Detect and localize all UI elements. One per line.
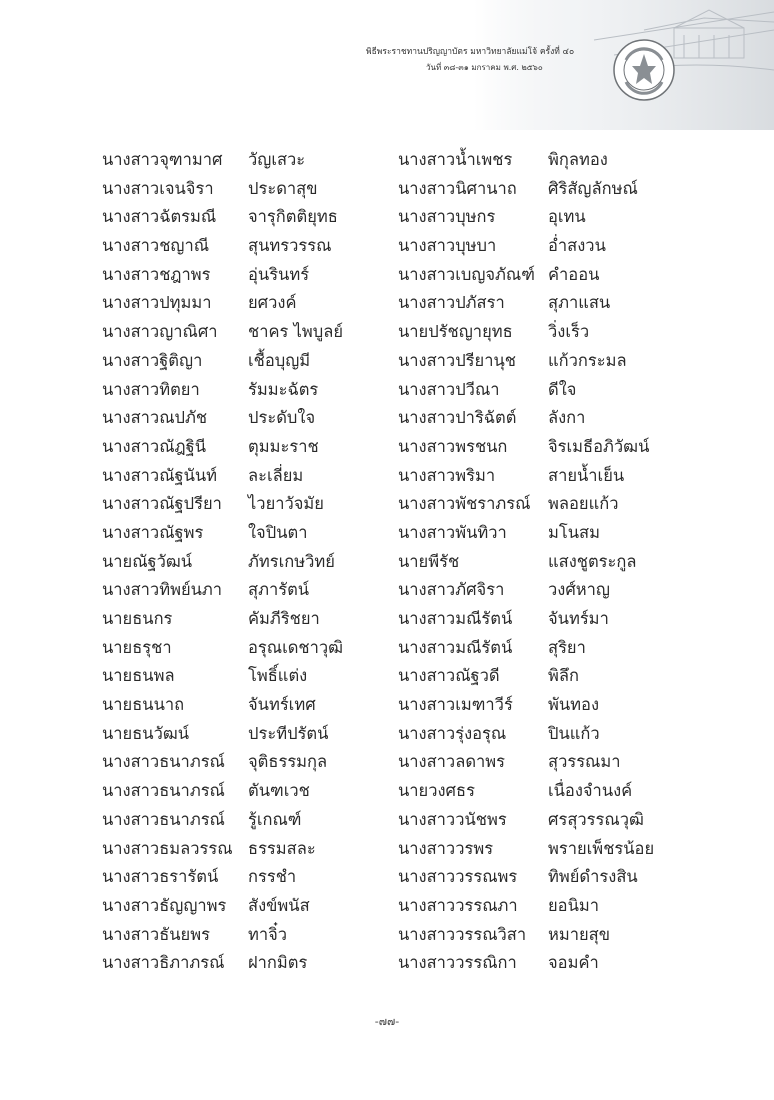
first-name-right: นางสาวภัศจิรา bbox=[398, 580, 505, 600]
last-name-right: สายน้ำเย็น bbox=[548, 465, 625, 485]
graduate-row bbox=[0, 863, 774, 892]
graduate-row bbox=[0, 146, 774, 175]
first-name-right: นางสาวพันทิวา bbox=[398, 522, 507, 542]
first-name-left: นางสาวชฎาพร bbox=[102, 264, 211, 284]
graduate-row bbox=[0, 691, 774, 720]
first-name-right: นางสาวบุษกร bbox=[398, 207, 496, 227]
graduate-row bbox=[0, 490, 774, 519]
page-number: -๗๗- bbox=[374, 1015, 400, 1028]
last-name-right: สุริยา bbox=[548, 637, 586, 657]
first-name-left: นางสาวญาณิศา bbox=[102, 322, 218, 342]
last-name-right: ศิริสัญลักษณ์ bbox=[548, 178, 638, 198]
last-name-right: จิรเมธีอภิวัฒน์ bbox=[548, 436, 650, 456]
last-name-left: รัมมะฉัตร bbox=[248, 379, 319, 399]
graduate-row bbox=[0, 203, 774, 232]
first-name-left: นายธนพล bbox=[102, 666, 175, 686]
first-name-left: นางสาวปทุมมา bbox=[102, 293, 212, 313]
ceremony-date: วันที่ ๓๘-๓๑ มกราคม พ.ศ. ๒๕๖๐ bbox=[426, 63, 543, 72]
graduate-row bbox=[0, 404, 774, 433]
first-name-right: นางสาวมณีรัตน์ bbox=[398, 609, 513, 628]
last-name-left: อรุณเดชาวุฒิ bbox=[248, 637, 344, 657]
first-name-right: นางสาววนัชพร bbox=[398, 809, 507, 829]
first-name-right: นางสาวปวีณา bbox=[398, 379, 500, 399]
first-name-left: นางสาวธันยพร bbox=[102, 924, 210, 944]
graduate-row bbox=[0, 806, 774, 835]
graduate-row bbox=[0, 261, 774, 290]
first-name-left: นางสาวธนาภรณ์ bbox=[102, 781, 225, 801]
first-name-right: นางสาววรรณภา bbox=[398, 895, 518, 915]
first-name-left: นางสาวฐิติญา bbox=[102, 350, 203, 370]
first-name-right: นางสาววรรณวิสา bbox=[398, 924, 527, 944]
first-name-left: นางสาวณัฐพร bbox=[102, 522, 204, 542]
last-name-right: แสงชูตระกูล bbox=[548, 551, 637, 571]
first-name-left: นางสาวธมลวรรณ bbox=[102, 838, 233, 858]
last-name-left: ตันฑเวช bbox=[248, 781, 310, 801]
first-name-left: นางสาวฉัตรมณี bbox=[102, 207, 217, 227]
last-name-left: ฝากมิตร bbox=[248, 953, 308, 973]
last-name-right: มโนสม bbox=[548, 522, 600, 542]
graduate-row bbox=[0, 634, 774, 663]
last-name-right: วงศ์หาญ bbox=[548, 580, 610, 600]
ceremony-title: พิธีพระราชทานปริญญาบัตร มหาวิทยาลัยแม่โจ้ ครั้งที่ ๔๐ bbox=[366, 47, 575, 57]
first-name-left: นางสาวธรารัตน์ bbox=[102, 867, 219, 887]
last-name-right: พรายเพ็ชรน้อย bbox=[548, 838, 655, 858]
first-name-left: นางสาวจุฑามาศ bbox=[102, 150, 223, 169]
last-name-left: อุ่นรินทร์ bbox=[248, 264, 310, 284]
last-name-right: เนื่องจำนงค์ bbox=[548, 781, 633, 801]
last-name-left: กรรชำ bbox=[248, 867, 297, 887]
first-name-right: นางสาวปรียานุช bbox=[398, 350, 516, 370]
graduate-row bbox=[0, 892, 774, 921]
first-name-left: นางสาวธิภาภรณ์ bbox=[102, 953, 225, 973]
last-name-right: หมายสุข bbox=[548, 924, 611, 944]
graduate-row bbox=[0, 949, 774, 978]
first-name-left: นายธนวัฒน์ bbox=[102, 723, 190, 743]
first-name-left: นางสาวณัฐปรียา bbox=[102, 494, 222, 514]
graduate-row bbox=[0, 318, 774, 347]
graduate-row bbox=[0, 433, 774, 462]
first-name-right: นางสาววรรณิกา bbox=[398, 953, 517, 973]
last-name-left: ละเลี่ยม bbox=[248, 465, 304, 485]
first-name-left: นายธรุชา bbox=[102, 637, 172, 657]
graduate-row bbox=[0, 720, 774, 749]
graduate-row bbox=[0, 777, 774, 806]
university-seal-icon bbox=[612, 38, 676, 102]
ceremony-header bbox=[366, 44, 636, 76]
last-name-left: ใจปินตา bbox=[248, 522, 308, 542]
graduate-row bbox=[0, 232, 774, 261]
first-name-right: นางสาวพรชนก bbox=[398, 436, 508, 456]
last-name-right: ปินแก้ว bbox=[548, 723, 600, 743]
last-name-right: พิกุลทอง bbox=[548, 150, 608, 169]
first-name-right: นางสาวปภัสรา bbox=[398, 293, 505, 313]
first-name-right: นางสาวลดาพร bbox=[398, 752, 506, 772]
last-name-right: จอมคำ bbox=[548, 953, 599, 973]
first-name-right: นางสาวพริมา bbox=[398, 465, 496, 485]
first-name-left: นายธนกร bbox=[102, 609, 173, 628]
last-name-left: โพธิ์แต่ง bbox=[248, 666, 308, 686]
first-name-right: นางสาวปาริฉัตต์ bbox=[398, 408, 517, 428]
last-name-left: ทาจิ๋ว bbox=[248, 924, 288, 944]
last-name-right: ดีใจ bbox=[548, 379, 577, 399]
first-name-right: นางสาวมณีรัตน์ bbox=[398, 637, 513, 657]
last-name-left: ไวยาวัจมัย bbox=[248, 494, 324, 514]
last-name-right: อุเทน bbox=[548, 207, 586, 227]
last-name-right: ศรสุวรรณวุฒิ bbox=[548, 809, 644, 829]
last-name-right: สุวรรณมา bbox=[548, 752, 621, 772]
last-name-left: สุนทรวรรณ bbox=[248, 236, 332, 256]
last-name-right: จันทร์มา bbox=[548, 609, 609, 628]
graduate-row bbox=[0, 662, 774, 691]
first-name-left: นางสาวธนาภรณ์ bbox=[102, 809, 225, 829]
last-name-right: ทิพย์ดำรงสิน bbox=[548, 867, 638, 887]
first-name-right: นางสาวบุษบา bbox=[398, 236, 497, 256]
graduate-row bbox=[0, 576, 774, 605]
last-name-left: ธรรมสละ bbox=[248, 838, 316, 858]
last-name-left: ประดับใจ bbox=[248, 408, 316, 428]
first-name-right: นางสาวน้ำเพชร bbox=[398, 150, 513, 169]
first-name-right: นางสาวพัชราภรณ์ bbox=[398, 494, 531, 514]
last-name-left: ตุมมะราช bbox=[248, 436, 319, 456]
first-name-left: นายณัฐวัฒน์ bbox=[102, 551, 193, 571]
last-name-left: ยศวงค์ bbox=[248, 293, 297, 313]
first-name-left: นางสาวณปภัช bbox=[102, 408, 208, 428]
first-name-right: นางสาววรพร bbox=[398, 838, 494, 858]
first-name-left: นางสาวทิพย์นภา bbox=[102, 580, 223, 600]
graduate-row bbox=[0, 548, 774, 577]
first-name-right: นางสาววรรณพร bbox=[398, 867, 518, 887]
first-name-right: นางสาวรุ่งอรุณ bbox=[398, 723, 507, 743]
last-name-left: จันทร์เทศ bbox=[248, 695, 316, 715]
first-name-left: นางสาวณัฐนันท์ bbox=[102, 465, 218, 485]
graduate-row bbox=[0, 605, 774, 634]
first-name-left: นางสาวณัฎฐินี bbox=[102, 436, 206, 456]
first-name-left: นางสาวเจนจิรา bbox=[102, 178, 214, 198]
graduate-row bbox=[0, 835, 774, 864]
last-name-left: ชาคร ไพบูลย์ bbox=[248, 322, 344, 342]
first-name-right: นางสาวณัฐวดี bbox=[398, 666, 500, 686]
last-name-right: ลังกา bbox=[548, 408, 586, 428]
last-name-left: วัญเสวะ bbox=[248, 150, 306, 169]
first-name-right: นายวงศธร bbox=[398, 781, 475, 801]
last-name-right: พลอยแก้ว bbox=[548, 494, 619, 514]
last-name-left: จุติธรรมกุล bbox=[248, 752, 328, 772]
last-name-right: สุภาแสน bbox=[548, 293, 611, 313]
first-name-right: นางสาวเมฑาวีร์ bbox=[398, 695, 513, 715]
first-name-right: นางสาวเบญจภัณฑ์ bbox=[398, 264, 535, 284]
first-name-left: นางสาวทิตยา bbox=[102, 379, 200, 399]
graduate-row bbox=[0, 921, 774, 950]
last-name-left: เชื้อบุญมี bbox=[248, 350, 311, 370]
last-name-left: ประดาสุข bbox=[248, 178, 318, 198]
graduate-row bbox=[0, 175, 774, 204]
last-name-right: ยอนิมา bbox=[548, 895, 599, 915]
last-name-left: ภัทรเกษวิทย์ bbox=[248, 551, 335, 571]
first-name-left: นางสาวชญาณี bbox=[102, 236, 210, 256]
graduate-row bbox=[0, 519, 774, 548]
last-name-left: คัมภีริชยา bbox=[248, 609, 320, 628]
first-name-left: นางสาวธัญญาพร bbox=[102, 895, 227, 915]
first-name-right: นางสาวนิศานาถ bbox=[398, 178, 517, 198]
graduate-row bbox=[0, 748, 774, 777]
first-name-left: นางสาวธนาภรณ์ bbox=[102, 752, 225, 772]
graduate-row bbox=[0, 462, 774, 491]
last-name-left: รู้เกณฑ์ bbox=[248, 809, 302, 829]
graduate-name-list bbox=[0, 146, 774, 978]
graduate-row bbox=[0, 347, 774, 376]
last-name-right: คำออน bbox=[548, 264, 600, 284]
last-name-left: สุภารัตน์ bbox=[248, 580, 310, 600]
first-name-right: นายพีรัช bbox=[398, 551, 460, 571]
graduate-row bbox=[0, 289, 774, 318]
last-name-right: แก้วกระมล bbox=[548, 350, 627, 370]
last-name-left: ประทีปรัตน์ bbox=[248, 723, 329, 743]
last-name-right: วิ่งเร็ว bbox=[548, 322, 590, 342]
graduate-row bbox=[0, 376, 774, 405]
last-name-left: สังข์พนัส bbox=[248, 895, 310, 915]
last-name-left: จารุกิตติยุทธ bbox=[248, 207, 338, 227]
first-name-right: นายปรัชญายุทธ bbox=[398, 322, 513, 342]
last-name-right: พิลึก bbox=[548, 666, 579, 686]
last-name-right: อ่ำสงวน bbox=[548, 236, 606, 256]
last-name-right: พันทอง bbox=[548, 695, 599, 715]
first-name-left: นายธนนาถ bbox=[102, 695, 185, 715]
